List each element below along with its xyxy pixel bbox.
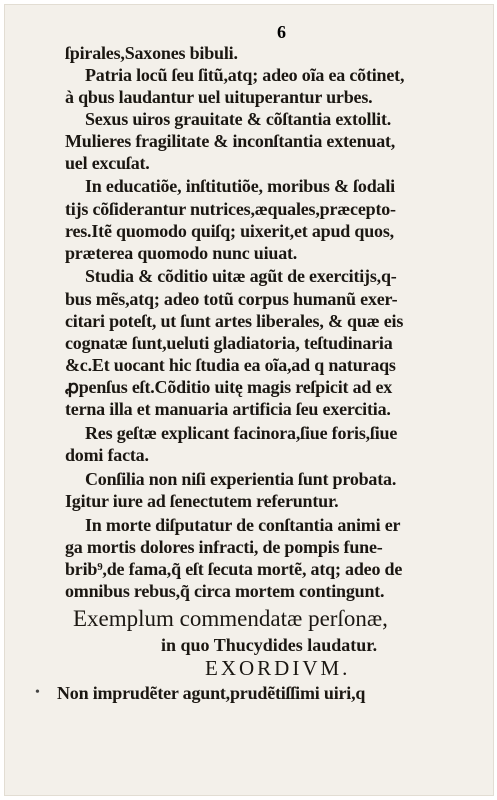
section-heading: Exemplum commendatæ perſonæ, — [73, 606, 388, 631]
book-page — [4, 4, 494, 796]
text-line: à qbus laudantur uel uituperantur urbes. — [65, 87, 373, 107]
margin-mark: • — [35, 685, 40, 700]
text-line: præterea quomodo nunc uiuat. — [65, 243, 298, 263]
text-line: bus mẽs,atq; adeo totũ corpus humanũ exer- — [65, 289, 398, 309]
text-line: Res geſtæ explicant facinora,ſiue foris,ſiue — [85, 423, 398, 443]
text-line: uel excuſat. — [65, 153, 150, 173]
text-line: domi facta. — [65, 445, 149, 465]
text-line: Studia & cõditio uitæ agũt de exercitijs,q- — [85, 266, 397, 286]
text-line: terna illa et manuaria artificia ſeu exercitia. — [65, 399, 391, 419]
text-line: cognatæ ſunt,ueluti gladiatoria, teſtudinaria — [65, 333, 393, 353]
page-number: 6 — [277, 22, 286, 42]
text-line: res.Itẽ quomodo quiſq; uixerit,et apud quos, — [65, 221, 394, 241]
text-line: Patria locũ ſeu ſitũ,atq; adeo oĩa ea cõtinet, — [85, 65, 405, 85]
text-line: In morte diſputatur de conſtantia animi er — [85, 515, 401, 535]
text-line: brib⁹,de fama,q̃ eſt ſecuta mortẽ, atq; adeo de — [65, 559, 403, 579]
text-line: Mulieres fragilitate & inconſtantia extenuat, — [65, 131, 396, 151]
text-line: ga mortis dolores infracti, de pompis fune- — [65, 537, 383, 557]
section-subheading: in quo Thucydides laudatur. — [161, 635, 378, 655]
text-line: omnibus rebus,q̃ circa mortem contingunt. — [65, 581, 385, 601]
text-line: In educatiõe, inſtitutiõe, moribus & ſodali — [85, 176, 395, 196]
text-line: Non imprudẽter agunt,prudẽtiſſimi uiri,q — [57, 683, 366, 703]
exordium-heading: EXORDIVM. — [205, 656, 351, 680]
text-line: Sexus uiros grauitate & cõſtantia extollit. — [85, 109, 392, 129]
text-line: ſpirales,Saxones bibuli. — [65, 43, 238, 63]
text-line: ꝓpenſus eſt.Cõditio uitę magis reſpicit ad ex — [65, 377, 393, 397]
text-line: tijs cõſiderantur nutrices,æquales,præcepto- — [65, 199, 396, 219]
text-line: Igitur iure ad ſenectutem referuntur. — [65, 491, 339, 511]
text-line: citari poteſt, ut ſunt artes liberales, & quæ eis — [65, 311, 404, 331]
text-line: Conſilia non niſi experientia ſunt probata. — [85, 469, 397, 489]
text-line: &c.Et uocant hic ſtudia ea oĩa,ad q naturaqs — [65, 355, 396, 375]
